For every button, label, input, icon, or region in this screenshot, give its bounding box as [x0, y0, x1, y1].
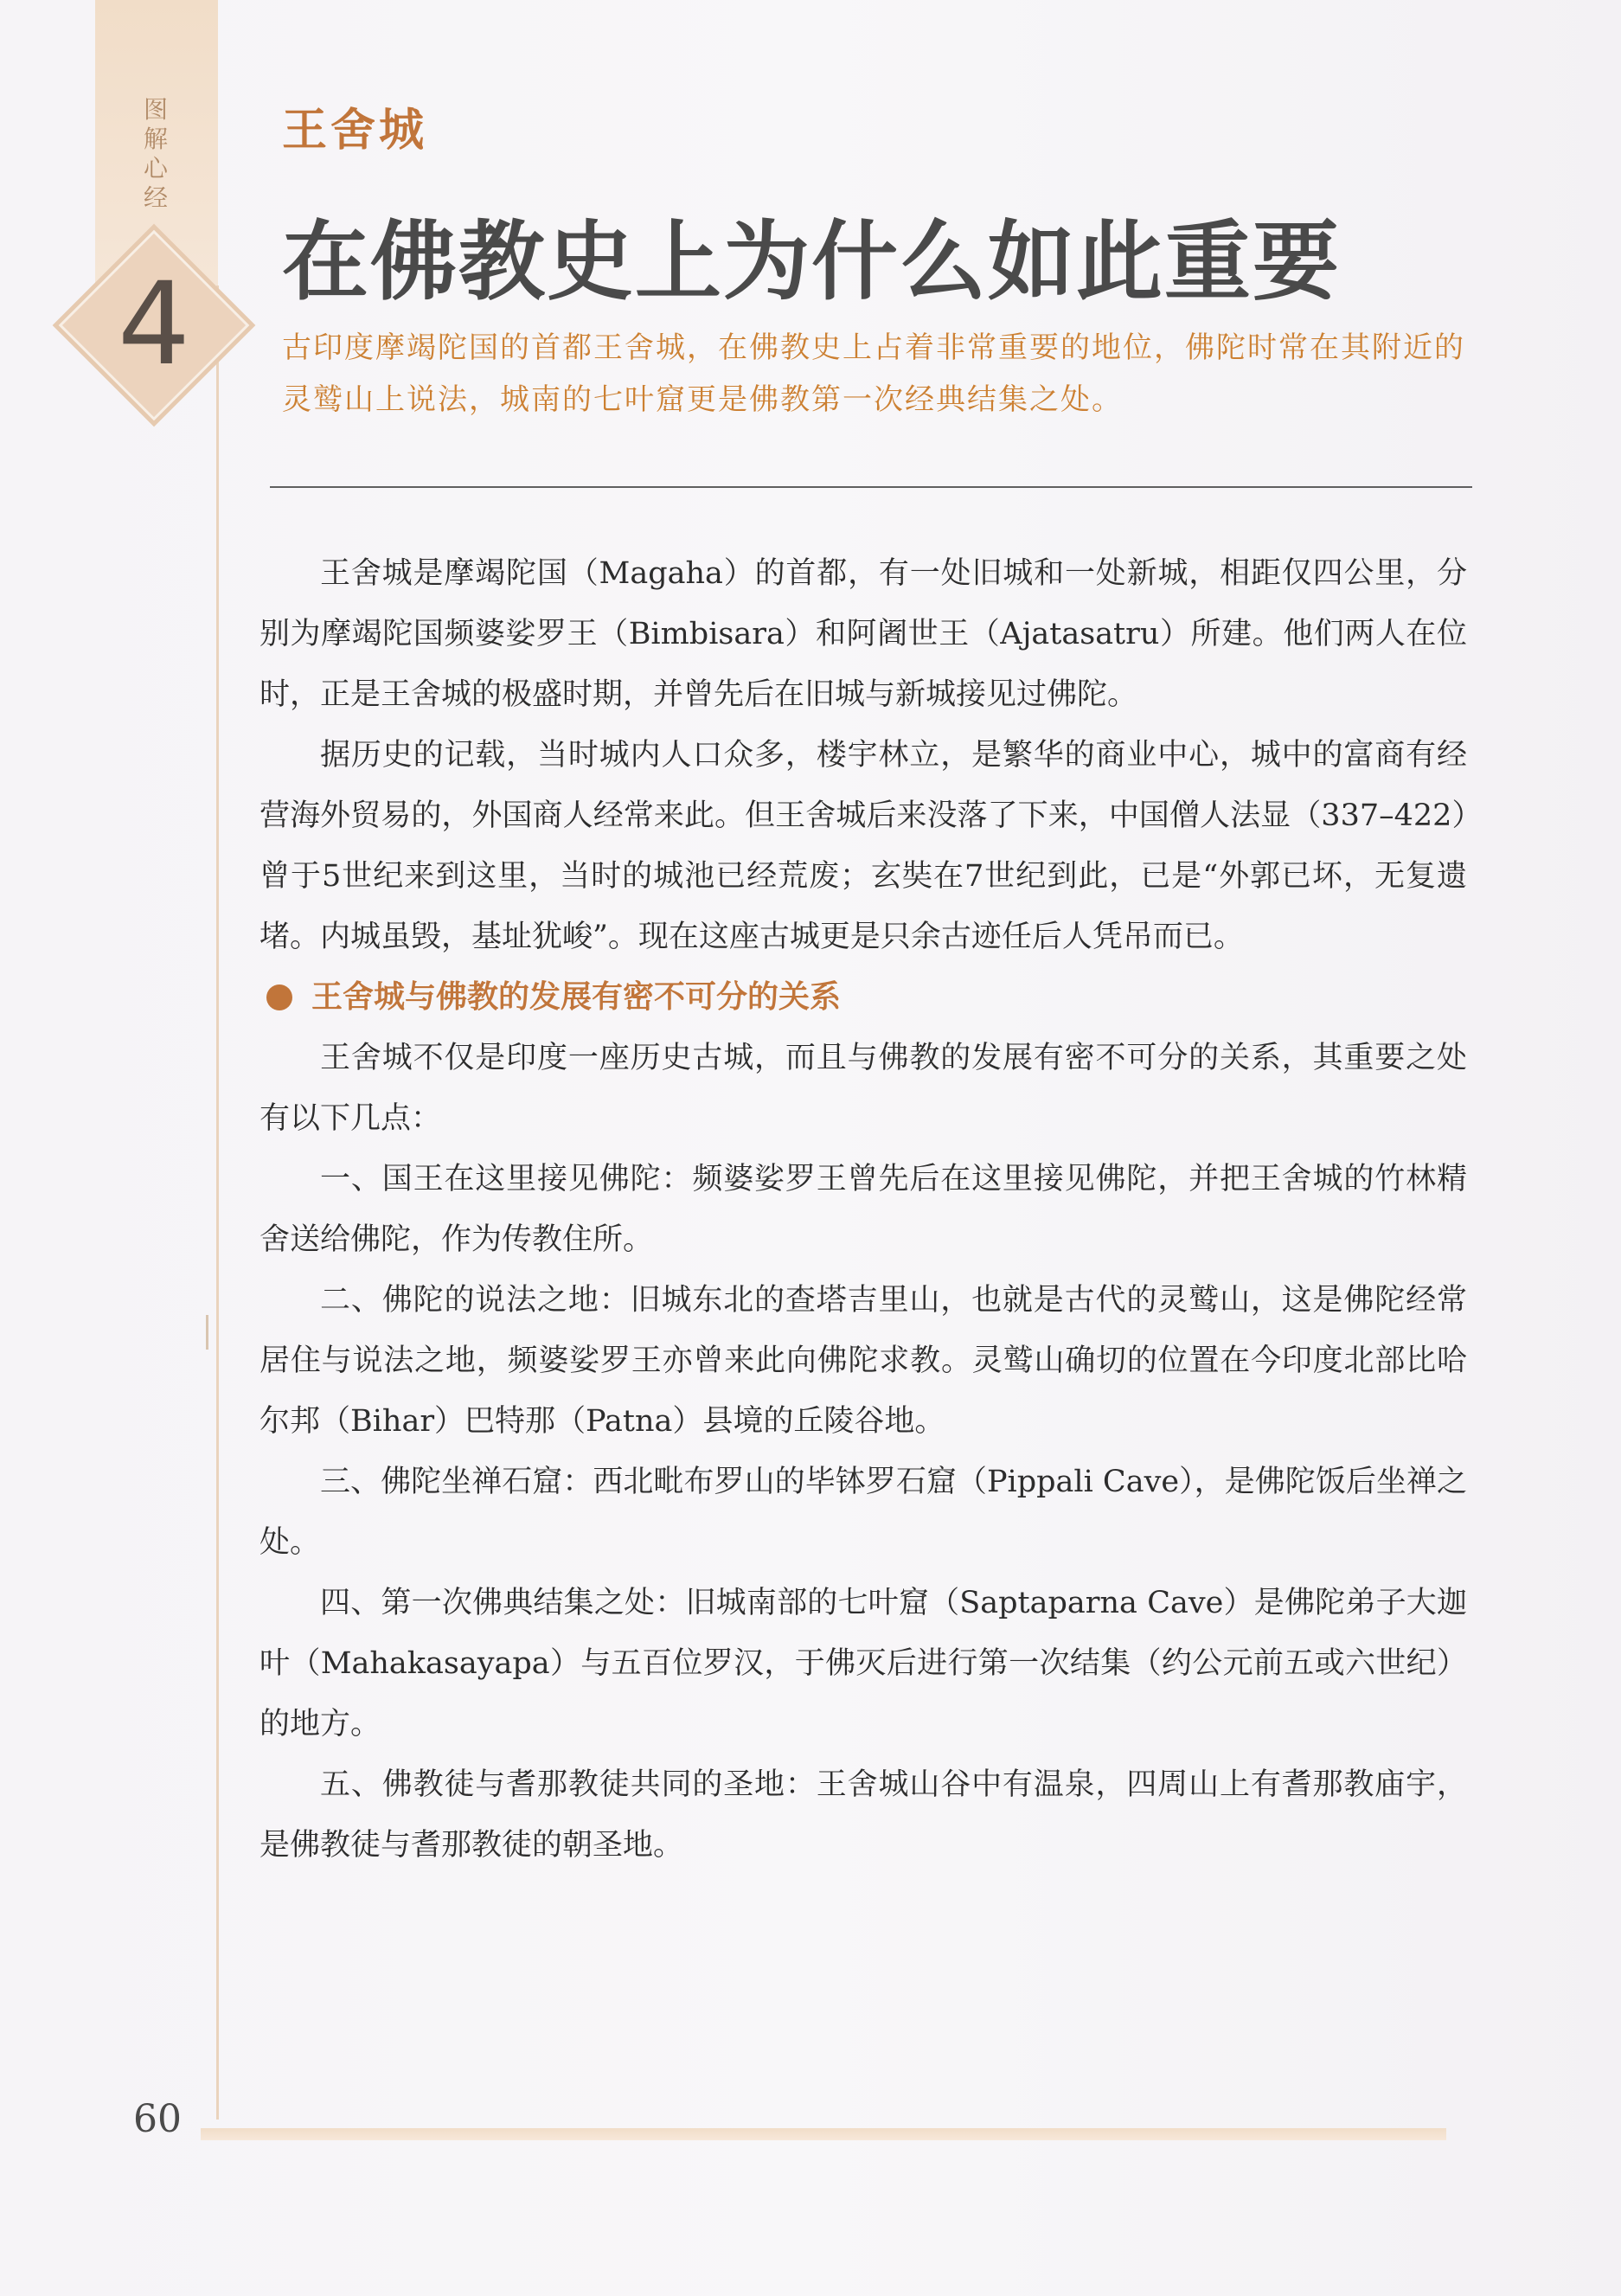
- footer-rule: [201, 2128, 1446, 2140]
- bullet-icon: [266, 984, 292, 1010]
- paragraph: 王舍城不仅是印度一座历史古城，而且与佛教的发展有密不可分的关系，其重要之处有以下几点：: [259, 1041, 1467, 1136]
- title-divider: [270, 486, 1472, 488]
- section-subtitle: 王舍城: [282, 104, 428, 157]
- list-item: 五、佛教徒与耆那教徒共同的圣地：王舍城山谷中有温泉，四周山上有耆那教庙宇，是佛教徒与耆那教徒的朝圣地。: [259, 1767, 1467, 1863]
- side-tick: [206, 1315, 208, 1350]
- page-number: 60: [133, 2097, 182, 2141]
- lead-paragraph: 古印度摩竭陀国的首都王舍城，在佛教史上占着非常重要的地位，佛陀时常在其附近的灵鹫山上说法，城南的七叶窟更是佛教第一次经典结集之处。: [282, 330, 1465, 417]
- section-heading: [259, 967, 1467, 1028]
- side-rule: [216, 285, 219, 2120]
- list-item: 四、第一次佛典结集之处：旧城南部的七叶窟（Saptaparna Cave）是佛陀弟子大迦叶（Mahakasayapa）与五百位罗汉，于佛灭后进行第一次结集（约公元前五或六世纪）的地方。: [259, 1586, 1467, 1741]
- body-text: [259, 543, 1467, 1876]
- series-label: 图解心经: [143, 95, 168, 212]
- page-title: 在佛教史上为什么如此重要: [282, 210, 1341, 312]
- paragraph: 王舍城是摩竭陀国（Magaha）的首都，有一处旧城和一处新城，相距仅四公里，分别为摩竭陀国频婆娑罗王（Bimbisara）和阿阇世王（Ajatasatru）所建。他们两人在位时，正是王舍城的极盛时期，并曾先后在旧城与新城接见过佛陀。: [259, 556, 1467, 712]
- paragraph: 据历史的记载，当时城内人口众多，楼宇林立，是繁华的商业中心，城中的富商有经营海外贸易的，外国商人经常来此。但王舍城后来没落了下来，中国僧人法显（337–422）曾于5世纪来到这里，当时的城池已经荒废；玄奘在7世纪到此，已是“外郭已坏，无复遗堵。内城虽毁，基址犹峻”。现在这座古城更是只余古迹任后人凭吊而已。: [259, 738, 1467, 954]
- list-item: 二、佛陀的说法之地：旧城东北的查塔吉里山，也就是古代的灵鹫山，这是佛陀经常居住与说法之地，频婆娑罗王亦曾来此向佛陀求教。灵鹫山确切的位置在今印度北部比哈尔邦（Bihar）巴特那（Patna）县境的丘陵谷地。: [259, 1283, 1467, 1439]
- list-item: 三、佛陀坐禅石窟：西北毗布罗山的毕钵罗石窟（Pippali Cave），是佛陀饭后坐禅之处。: [259, 1465, 1467, 1560]
- chapter-number: 4: [118, 258, 190, 391]
- section-heading-text: 王舍城与佛教的发展有密不可分的关系: [311, 979, 842, 1015]
- list-item: 一、国王在这里接见佛陀：频婆娑罗王曾先后在这里接见佛陀，并把王舍城的竹林精舍送给佛陀，作为传教住所。: [259, 1162, 1467, 1257]
